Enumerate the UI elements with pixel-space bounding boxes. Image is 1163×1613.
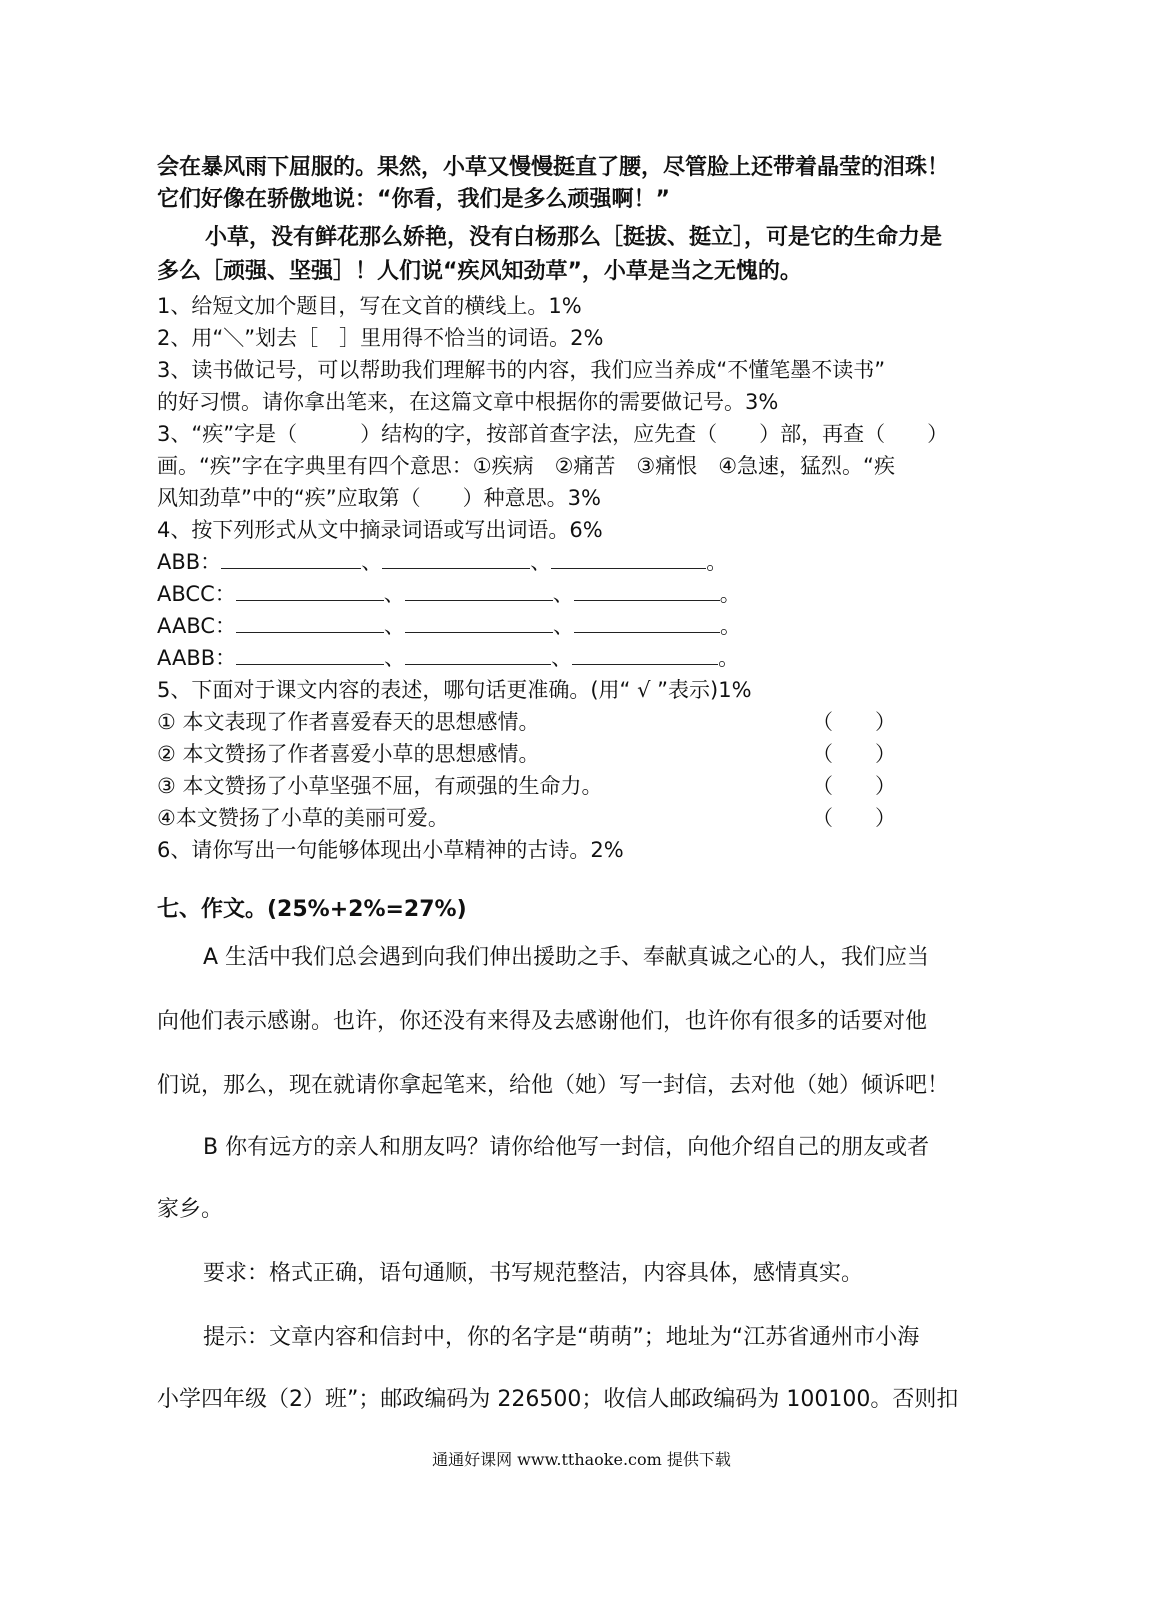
answer-blank[interactable]	[574, 582, 720, 601]
essay-text: 家乡。	[157, 1197, 224, 1222]
answer-blank[interactable]	[405, 614, 553, 633]
question-3b-cont: 画。“疾”字在字典里有四个意思：①疾病 ②痛苦 ③痛恨 ④急速，猛烈。“疾	[157, 454, 895, 478]
essay-hint: 提示：文章内容和信封中，你的名字是“萌萌”；地址为“江苏省通州市小海	[203, 1325, 920, 1350]
answer-blank[interactable]	[221, 550, 361, 569]
answer-blank[interactable]	[236, 614, 384, 633]
answer-paren[interactable]: （ ）	[812, 774, 896, 798]
page-footer: 通通好课网 www.tthaoke.com 提供下载	[432, 1450, 731, 1469]
question-3-cont: 的好习惯。请你拿出笔来，在这篇文章中根据你的需要做记号。3%	[157, 390, 779, 414]
question-3b: 3、“疾”字是（ ）结构的字，按部首查字法，应先查（ ）部，再查（ ）	[157, 422, 949, 446]
answer-blank[interactable]	[405, 582, 553, 601]
answer-blank[interactable]	[574, 614, 720, 633]
fill-row-abb	[157, 548, 727, 576]
separator: 、	[384, 614, 406, 638]
section-heading: 七、作文。(25%+2%=27%)	[157, 897, 467, 922]
answer-blank[interactable]	[551, 550, 706, 569]
option-2: ② 本文赞扬了作者喜爱小草的思想感情。	[157, 742, 540, 766]
separator: 、	[530, 550, 552, 574]
answer-paren[interactable]: （ ）	[812, 710, 896, 734]
separator: 、	[552, 582, 574, 606]
fill-row-aabb	[157, 644, 739, 672]
pattern-label: AABC：	[157, 614, 237, 638]
essay-hint: 小学四年级（2）班”；邮政编码为 226500；收信人邮政编码为 100100。否则扣	[157, 1387, 959, 1412]
passage-line: 多么［顽强、坚强］！人们说“疾风知劲草”，小草是当之无愧的。	[157, 259, 802, 284]
fill-row-aabc	[157, 612, 741, 640]
essay-text: 向他们表示感谢。也许，你还没有来得及去感谢他们，也许你有很多的话要对他	[157, 1009, 928, 1034]
fill-row-abcc	[157, 580, 741, 608]
separator: 、	[553, 614, 575, 638]
separator: 、	[383, 582, 405, 606]
passage-line: 小草，没有鲜花那么娇艳，没有白杨那么［挺拔、挺立］，可是它的生命力是	[205, 225, 943, 250]
separator: 、	[551, 646, 573, 670]
option-4: ④本文赞扬了小草的美丽可爱。	[157, 806, 449, 830]
full-stop: 。	[718, 646, 740, 670]
answer-blank[interactable]	[236, 582, 384, 601]
answer-blank[interactable]	[236, 646, 384, 665]
option-1: ① 本文表现了作者喜爱春天的思想感情。	[157, 710, 540, 734]
separator: 、	[384, 646, 406, 670]
answer-blank[interactable]	[405, 646, 551, 665]
question-1: 1、给短文加个题目，写在文首的横线上。1%	[157, 294, 582, 318]
full-stop: 。	[720, 614, 742, 638]
question-5: 5、下面对于课文内容的表述，哪句话更准确。(用“ √ ”表示)1%	[157, 678, 752, 702]
pattern-label: AABB：	[157, 646, 237, 670]
essay-text: B 你有远方的亲人和朋友吗？请你给他写一封信，向他介绍自己的朋友或者	[203, 1135, 930, 1160]
answer-paren[interactable]: （ ）	[812, 742, 896, 766]
passage-line: 它们好像在骄傲地说：“你看，我们是多么顽强啊！”	[157, 187, 670, 212]
essay-requirement: 要求：格式正确，语句通顺，书写规范整洁，内容具体，感情真实。	[203, 1261, 864, 1286]
answer-blank[interactable]	[382, 550, 530, 569]
answer-blank[interactable]	[572, 646, 718, 665]
question-3: 3、读书做记号，可以帮助我们理解书的内容，我们应当养成“不懂笔墨不读书”	[157, 358, 886, 382]
question-4: 4、按下列形式从文中摘录词语或写出词语。6%	[157, 518, 603, 542]
pattern-label: ABCC：	[157, 582, 236, 606]
separator: 、	[361, 550, 383, 574]
essay-text: A 生活中我们总会遇到向我们伸出援助之手、奉献真诚之心的人，我们应当	[203, 945, 930, 970]
essay-text: 们说，那么，现在就请你拿起笔来，给他（她）写一封信，去对他（她）倾诉吧！	[157, 1073, 950, 1098]
option-3: ③ 本文赞扬了小草坚强不屈，有顽强的生命力。	[157, 774, 603, 798]
full-stop: 。	[706, 550, 728, 574]
question-6: 6、请你写出一句能够体现出小草精神的古诗。2%	[157, 838, 624, 862]
question-3b-cont: 风知劲草”中的“疾”应取第（ ）种意思。3%	[157, 486, 601, 510]
passage-line: 会在暴风雨下屈服的。果然，小草又慢慢挺直了腰，尽管脸上还带着晶莹的泪珠！	[157, 155, 950, 180]
question-2: 2、用“＼”划去［ ］里用得不恰当的词语。2%	[157, 326, 604, 350]
answer-paren[interactable]: （ ）	[812, 806, 896, 830]
full-stop: 。	[719, 582, 741, 606]
pattern-label: ABB：	[157, 550, 222, 574]
